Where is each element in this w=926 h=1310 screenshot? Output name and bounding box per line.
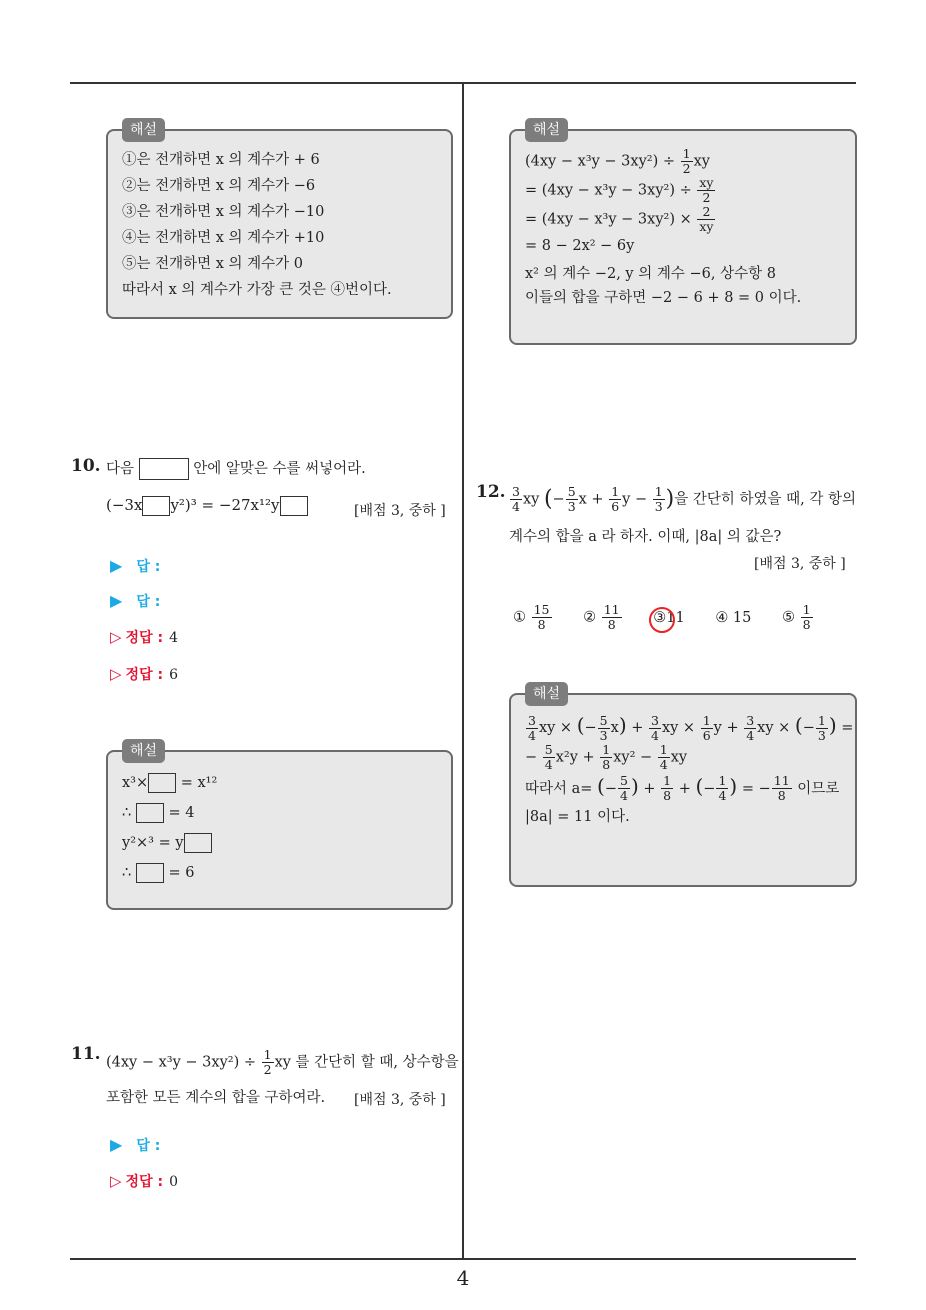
answer-row: [110, 1135, 160, 1155]
fraction: $\frac{1}{3}$: [654, 484, 663, 514]
play-triangle-icon: ▶: [110, 591, 123, 610]
correct-answer-row: [110, 627, 178, 647]
question-number: 11.: [71, 1044, 101, 1064]
q11-solution-line-4: = 8 − 2x² − 6y: [525, 238, 635, 254]
fraction: $\frac{2}{xy}$: [699, 204, 714, 234]
fraction: $\frac{1}{2}$: [682, 146, 691, 176]
solution-tag: 해설: [122, 739, 165, 763]
fraction: $\frac{1}{2}$: [263, 1047, 272, 1077]
choice-4[interactable]: ④ 15: [715, 609, 752, 626]
question-number: 12.: [476, 482, 506, 502]
answer-row: [110, 556, 160, 576]
solution-tag: 해설: [525, 118, 568, 142]
q9-solution-line: ③은 전개하면 x 의 계수가 −10: [122, 204, 325, 220]
correct-value: 0: [169, 1174, 178, 1190]
q10-formula: (−3x y²)³ = −27x¹²y: [106, 494, 308, 516]
fraction: $\frac{5}{3}$: [567, 484, 576, 514]
q9-solution-line: ②는 전개하면 x 의 계수가 −6: [122, 178, 316, 194]
answer-blank: [142, 496, 170, 516]
open-triangle-icon: ▷: [110, 628, 122, 646]
correct-label: 정답 :: [125, 630, 164, 646]
correct-value: 4: [169, 630, 178, 646]
q11-prompt-line-1: (4xy − x³y − 3xy²) ÷ $\frac{1}{2}$ xy 를 간단히 할 때, 상수항을: [106, 1047, 459, 1077]
q12-choices: [513, 603, 840, 632]
answer-label: 답 :: [136, 594, 161, 610]
q11-solution-line-6: 이들의 합을 구하면 −2 − 6 + 8 = 0 이다.: [525, 290, 802, 306]
answer-blank: [148, 773, 176, 793]
q10-prompt: 다음 안에 알맞은 수를 써넣어라.: [106, 458, 366, 480]
q12-solution-line-1: $\frac{3}{4}$ xy × (− $\frac{5}{3}$ x) + $\frac{3}{4}$ xy × $\frac{1}{6}$ y + $\frac{3}{4}$ xy × (− $\frac{1}{3}$ ) =: [528, 712, 854, 743]
q12-solution-line-2: − $\frac{5}{4}$ x²y + $\frac{1}{8}$ xy² − $\frac{1}{4}$ xy: [525, 741, 688, 772]
answer-blank: [136, 863, 164, 883]
q9-solution-line: ⑤는 전개하면 x 의 계수가 0: [122, 256, 304, 272]
fraction: $\frac{xy}{2}$: [699, 175, 714, 205]
solution-tag: 해설: [525, 682, 568, 706]
page-number: 4: [456, 1266, 470, 1290]
correct-answer-row: [110, 664, 178, 684]
solution-tag: 해설: [122, 118, 165, 142]
q10-solution-line: ∴ = 6: [122, 865, 195, 881]
open-triangle-icon: ▷: [110, 665, 122, 683]
choice-5[interactable]: ⑤ $\frac{1}{8}$: [781, 602, 811, 632]
answer-row: [110, 591, 160, 611]
q11-solution-box: [509, 122, 857, 345]
q10-solution-line: y²×³ = y: [122, 828, 437, 858]
selected-answer-circle-icon: [649, 607, 675, 633]
answer-blank: [139, 458, 189, 480]
score-label: [배점 3, 중하 ]: [354, 1092, 446, 1108]
q11-prompt-line-2: 포함한 모든 계수의 합을 구하여라.: [106, 1090, 326, 1106]
choice-2[interactable]: ② $\frac{11}{8}$: [583, 602, 620, 632]
column-divider: [462, 82, 464, 1258]
q11-solution-line-3: = (4xy − x³y − 3xy²) × $\frac{2}{xy}$: [525, 204, 714, 234]
bottom-rule: [70, 1258, 856, 1260]
question-number: 10.: [71, 456, 101, 476]
answer-label: 답 :: [136, 1138, 161, 1154]
q10-solution-box: [106, 743, 453, 910]
q10-solution-line: ∴ = 4: [122, 805, 195, 821]
q12-solution-line-4: |8a| = 11 이다.: [525, 809, 630, 825]
fraction: $\frac{3}{4}$: [512, 484, 520, 514]
answer-blank: [184, 833, 212, 853]
q11-solution-line-1: (4xy − x³y − 3xy²) ÷ $\frac{1}{2}$ xy: [525, 146, 710, 176]
q9-solution-box: [106, 122, 453, 319]
choice-3[interactable]: ③11: [653, 609, 685, 626]
q12-prompt-line-1: $\frac{3}{4}$ xy (− $\frac{5}{3}$ x + $\frac{1}{6}$ y − $\frac{1}{3}$ )을 간단히 하였을 때, 각 항의: [512, 484, 856, 514]
q9-solution-line: ④는 전개하면 x 의 계수가 +10: [122, 230, 325, 246]
q11-solution-line-2: = (4xy − x³y − 3xy²) ÷ $\frac{xy}{2}$: [525, 175, 714, 205]
answer-label: 답 :: [136, 559, 161, 575]
q11-solution-line-5: x² 의 계수 −2, y 의 계수 −6, 상수항 8: [525, 266, 776, 282]
correct-answer-row: [110, 1171, 178, 1191]
score-label: [배점 3, 중하 ]: [354, 503, 446, 519]
correct-label: 정답 :: [125, 1174, 164, 1190]
q12-solution-line-3: 따라서 a= (− $\frac{5}{4}$ ) + $\frac{1}{8}$ + (− $\frac{1}{4}$ ) = − $\frac{11}{8}$ 이므로: [525, 773, 840, 803]
answer-blank: [136, 803, 164, 823]
q9-solution-line: ①은 전개하면 x 의 계수가 + 6: [122, 152, 320, 168]
answer-blank: [280, 496, 308, 516]
fraction: $\frac{1}{6}$: [611, 484, 620, 514]
score-label: [배점 3, 중하 ]: [754, 556, 846, 572]
q9-solution-line: 따라서 x 의 계수가 가장 큰 것은 ④번이다.: [122, 282, 392, 298]
play-triangle-icon: ▶: [110, 556, 123, 575]
correct-value: 6: [169, 667, 178, 683]
choice-1[interactable]: ① $\frac{15}{8}$: [513, 602, 550, 632]
open-triangle-icon: ▷: [110, 1172, 122, 1190]
q10-solution-line: x³× = x¹²: [122, 775, 218, 791]
correct-label: 정답 :: [125, 667, 164, 683]
play-triangle-icon: ▶: [110, 1135, 123, 1154]
q12-solution-box: [509, 686, 857, 887]
q12-prompt-line-2: 계수의 합을 a 라 하자. 이때, |8a| 의 값은?: [509, 529, 782, 545]
